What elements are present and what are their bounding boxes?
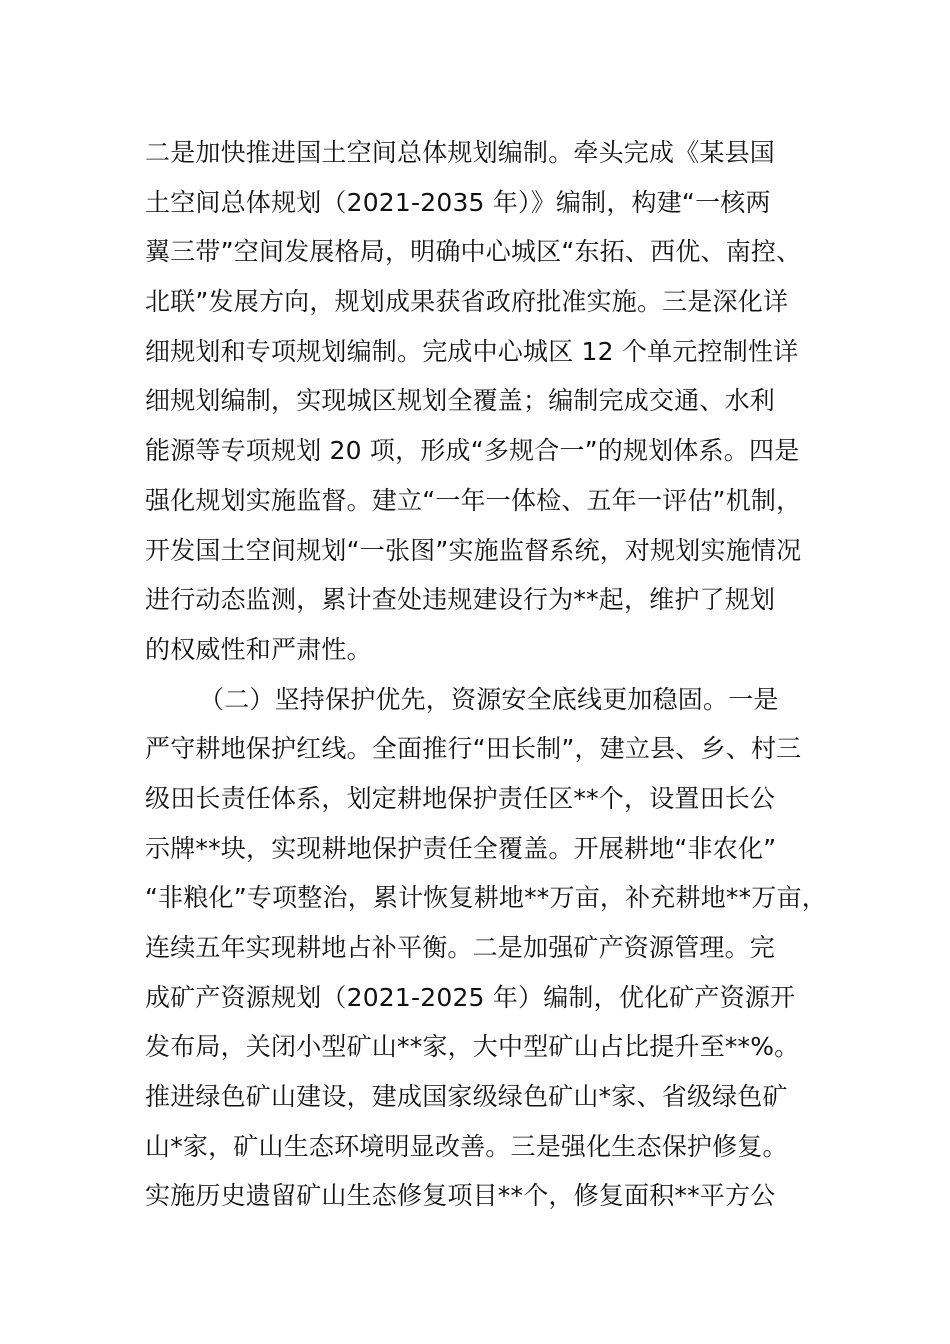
text-line: 示牌**块，实现耕地保护责任全覆盖。开展耕地“非农化” [145, 833, 777, 863]
section-heading-line: （二）坚持保护优先，资源安全底线更加稳固。一是 [199, 684, 779, 714]
text-line: 发布局，关闭小型矿山**家，大中型矿山占比提升至**%。 [145, 1032, 800, 1062]
text-line: 二是加快推进国土空间总体规划编制。牵头完成《某县国 [145, 138, 776, 167]
text-line: 级田长责任体系，划定耕地保护责任区**个，设置田长公 [145, 783, 776, 813]
text-line: 土空间总体规划（2021-2035 年）》编制，构建“一核两 [145, 187, 771, 217]
text-line: “非粮化”专项整治，累计恢复耕地**万亩，补充耕地**万亩， [145, 883, 827, 913]
text-line: 推进绿色矿山建设，建成国家级绿色矿山*家、省级绿色矿 [145, 1082, 788, 1112]
text-line: 山*家，矿山生态环境明显改善。三是强化生态保护修复。 [145, 1131, 788, 1161]
text-line: 能源等专项规划 20 项，形成“多规合一”的规划体系。四是 [145, 436, 800, 466]
text-line: 细规划和专项规划编制。完成中心城区 12 个单元控制性详 [145, 336, 799, 366]
text-line: 细规划编制，实现城区规划全覆盖；编制完成交通、水利 [145, 386, 776, 416]
text-line: 成矿产资源规划（2021-2025 年）编制，优化矿产资源开 [145, 982, 796, 1012]
text-line: 开发国土空间规划“一张图”实施监督系统，对规划实施情况 [145, 535, 802, 565]
text-line: 进行动态监测，累计查处违规建设行为**起，维护了规划 [145, 585, 776, 615]
text-line: 严守耕地保护红线。全面推行“田长制”，建立县、乡、村三 [145, 734, 802, 764]
text-line: 翼三带”空间发展格局，明确中心城区“东拓、西优、南控、 [145, 237, 802, 267]
text-line: 的权威性和严肃性。 [145, 634, 372, 664]
text-line: 连续五年实现耕地占补平衡。二是加强矿产资源管理。完 [145, 933, 776, 962]
text-line: 实施历史遗留矿山生态修复项目**个，修复面积**平方公 [145, 1181, 776, 1211]
text-line: 北联”发展方向，规划成果获省政府批准实施。三是深化详 [145, 287, 789, 317]
text-line: 强化规划实施监督。建立“一年一体检、五年一评估”机制， [145, 485, 802, 515]
body-text [145, 128, 845, 1221]
